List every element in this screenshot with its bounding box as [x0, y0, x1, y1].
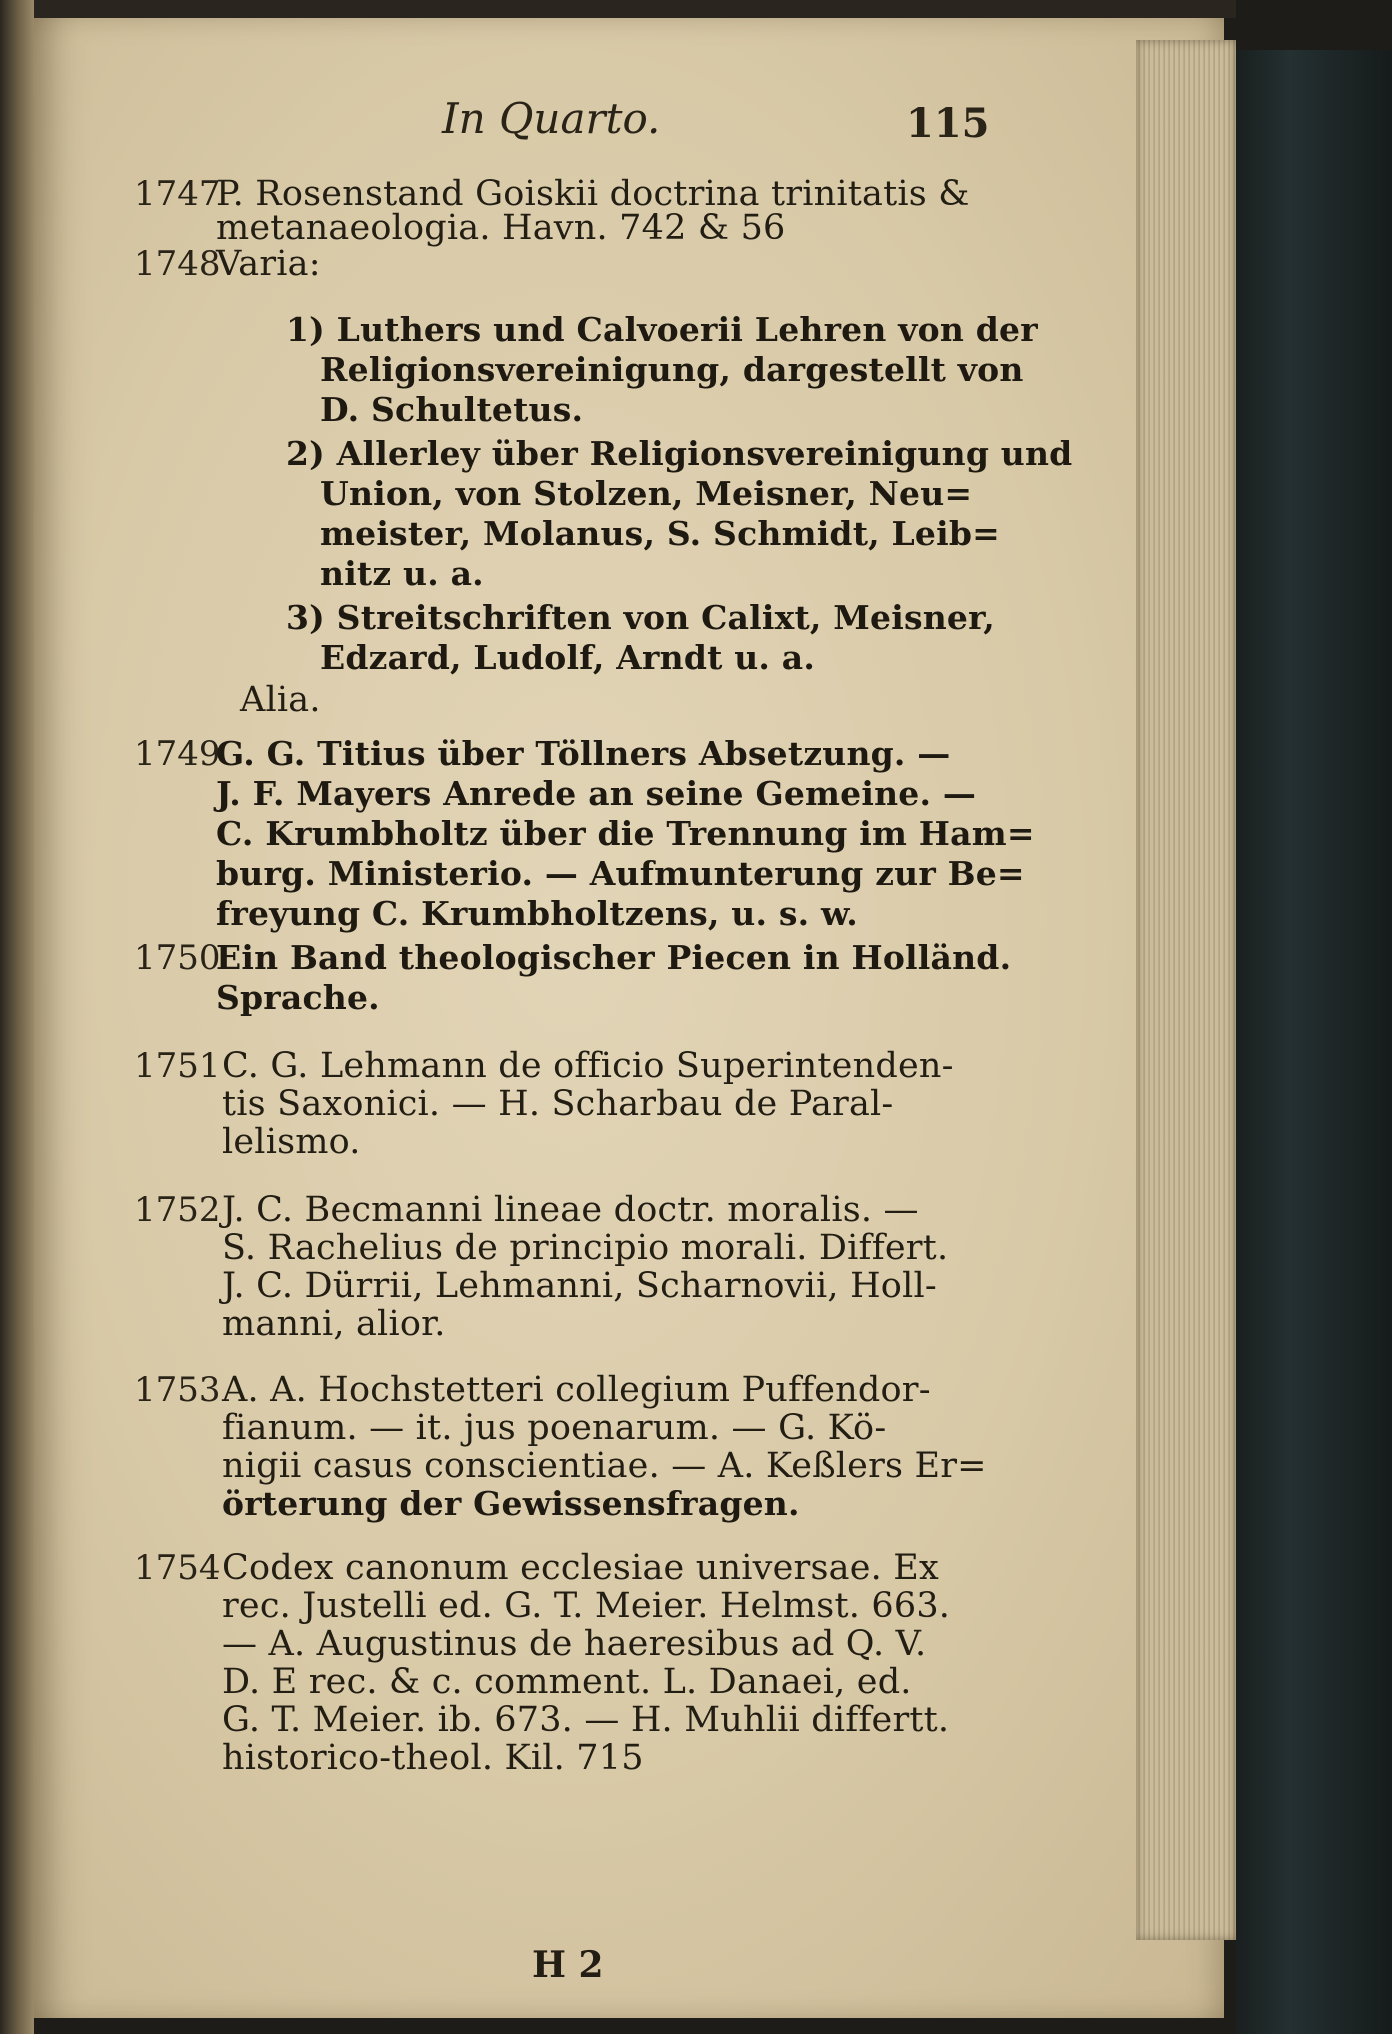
entry-line: rec. Justelli ed. G. T. Meier. Helmst. 663.	[222, 1586, 951, 1626]
entry-line: Alia.	[240, 680, 321, 720]
entry-line: Ein Band theologischer Piecen in Holländ.	[216, 938, 1012, 977]
entry-line: manni, alior.	[222, 1304, 446, 1344]
entry-number: 1754	[134, 1548, 221, 1588]
entry-number: 1748	[134, 244, 221, 284]
entry-line: meister, Molanus, S. Schmidt, Leib=	[320, 514, 1000, 553]
entry-line: D. E rec. & c. comment. L. Danaei, ed.	[222, 1662, 912, 1702]
entry-line: G. G. Titius über Töllners Absetzung. —	[216, 734, 951, 773]
entry-line: J. C. Dürrii, Lehmanni, Scharnovii, Holl-	[222, 1266, 937, 1306]
entry-line: nitz u. a.	[320, 554, 484, 593]
entry-line: Varia:	[216, 244, 321, 284]
page-top-shadow	[34, 0, 1236, 18]
entry-line: C. Krumbholtz über die Trennung im Ham=	[216, 814, 1035, 853]
entry-line: historico-theol. Kil. 715	[222, 1738, 644, 1778]
entry-number: 1750	[134, 938, 221, 978]
entry-number: 1749	[134, 734, 221, 774]
entry-line: Codex canonum ecclesiae universae. Ex	[222, 1548, 939, 1588]
entry-line: 2) Allerley über Religionsvereinigung und	[286, 434, 1073, 473]
facing-page-edge	[0, 0, 34, 2034]
entry-line: — A. Augustinus de haeresibus ad Q. V.	[222, 1624, 927, 1664]
entry-line: tis Saxonici. — H. Scharbau de Paral-	[222, 1084, 894, 1124]
entry-line: G. T. Meier. ib. 673. — H. Muhlii differtt.	[222, 1700, 950, 1740]
entry-number: 1751	[134, 1046, 221, 1086]
entry-line: nigii casus conscientiae. — A. Keßlers Er=	[222, 1446, 987, 1486]
entry-line: metanaeologia. Havn. 742 & 56	[216, 208, 786, 248]
entry-number: 1753	[134, 1370, 221, 1410]
entry-number: 1747	[134, 174, 221, 214]
signature-mark: H 2	[532, 1944, 604, 1986]
entry-line: fianum. — it. jus poenarum. — G. Kö-	[222, 1408, 887, 1448]
entry-number: 1752	[134, 1190, 221, 1230]
entry-line: lelismo.	[222, 1122, 361, 1162]
entry-line: Religionsvereinigung, dargestellt von	[320, 350, 1024, 389]
page-header	[0, 94, 1392, 154]
entry-line: 1) Luthers und Calvoerii Lehren von der	[286, 310, 1038, 349]
entry-line: Union, von Stolzen, Meisner, Neu=	[320, 474, 973, 513]
entry-line: J. F. Mayers Anrede an seine Gemeine. —	[216, 774, 977, 813]
entry-line: S. Rachelius de principio morali. Differt.	[222, 1228, 949, 1268]
page-number: 115	[906, 100, 990, 147]
entry-line: Edzard, Ludolf, Arndt u. a.	[320, 638, 816, 677]
book-cover	[1236, 50, 1392, 2034]
entry-line: P. Rosenstand Goiskii doctrina trinitatis &	[216, 174, 970, 214]
entry-line: örterung der Gewissensfragen.	[222, 1484, 800, 1523]
entry-line: C. G. Lehmann de officio Superintenden-	[222, 1046, 954, 1086]
entry-line: freyung C. Krumbholtzens, u. s. w.	[216, 894, 858, 933]
entry-line: burg. Ministerio. — Aufmunterung zur Be=	[216, 854, 1025, 893]
page-edges	[1136, 40, 1236, 1940]
entry-line: Sprache.	[216, 978, 380, 1017]
entry-line: J. C. Becmanni lineae doctr. moralis. —	[222, 1190, 919, 1230]
entry-line: D. Schultetus.	[320, 390, 584, 429]
running-title: In Quarto.	[442, 94, 661, 143]
entry-line: A. A. Hochstetteri collegium Puffendor-	[222, 1370, 931, 1410]
entry-line: 3) Streitschriften von Calixt, Meisner,	[286, 598, 995, 637]
